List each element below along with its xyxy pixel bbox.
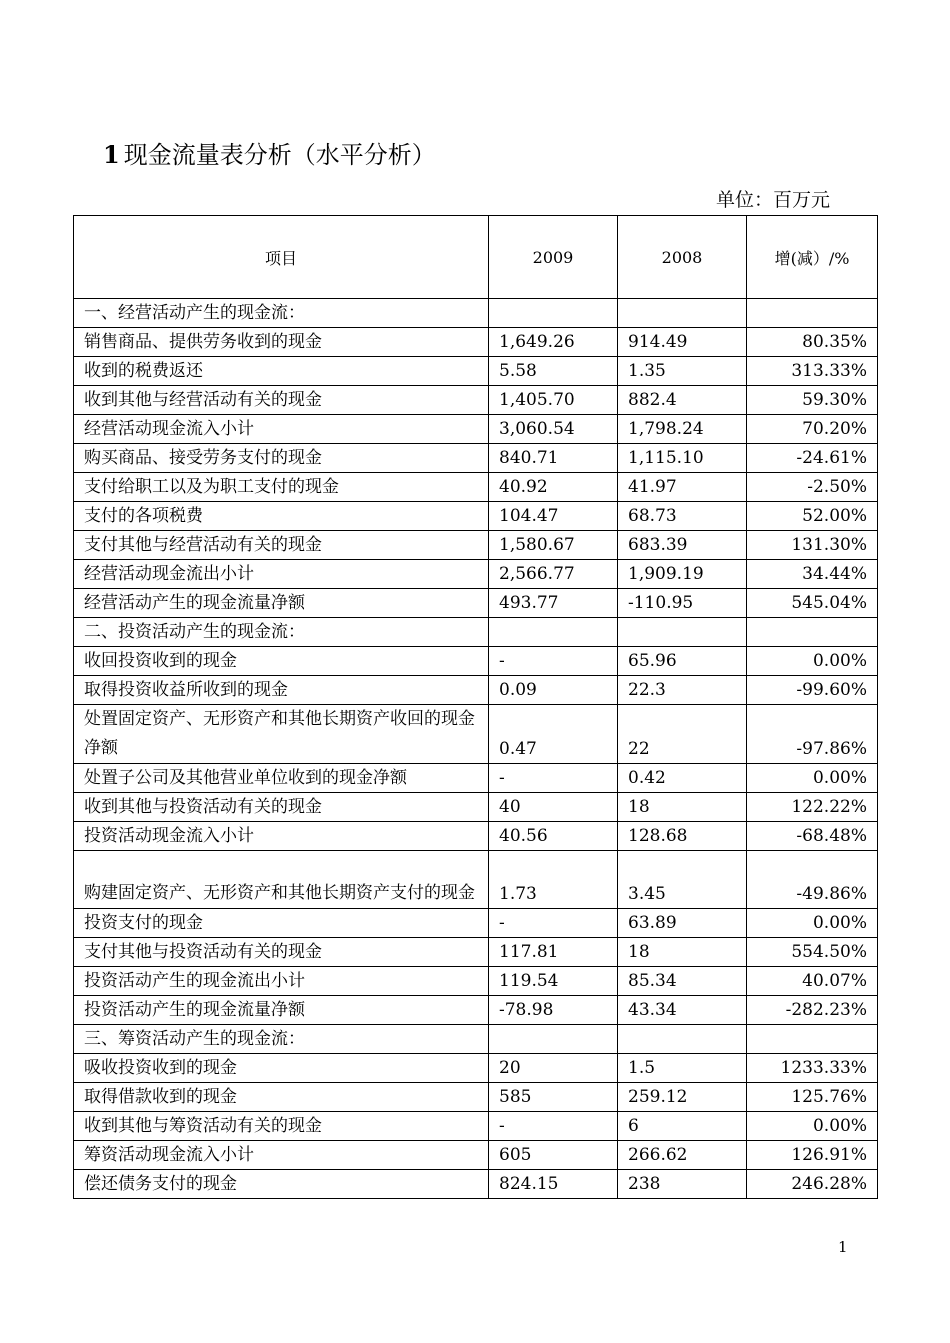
cell-item: 收回投资收到的现金	[74, 647, 489, 676]
cell-2009: 40	[489, 793, 618, 822]
table-row	[74, 676, 878, 705]
table-row	[74, 502, 878, 531]
cell-item: 处置固定资产、无形资产和其他长期资产收回的现金净额	[74, 705, 489, 764]
header-2009: 2009	[489, 216, 618, 299]
cell-2008: 1.35	[618, 357, 747, 386]
cell-2009: 840.71	[489, 444, 618, 473]
table-row	[74, 589, 878, 618]
cell-2008: 1,909.19	[618, 560, 747, 589]
cell-change: 0.00%	[747, 647, 878, 676]
cell-2008: 259.12	[618, 1083, 747, 1112]
table-row	[74, 386, 878, 415]
cell-2008: 22	[618, 705, 747, 764]
cell-2008: 18	[618, 938, 747, 967]
table-row	[74, 996, 878, 1025]
cell-2008: 18	[618, 793, 747, 822]
cell-2009: 5.58	[489, 357, 618, 386]
cell-2009: 2,566.77	[489, 560, 618, 589]
cell-change: 545.04%	[747, 589, 878, 618]
cell-2008: 3.45	[618, 851, 747, 909]
cell-item: 经营活动现金流入小计	[74, 415, 489, 444]
cell-2009: -	[489, 647, 618, 676]
cell-item: 支付给职工以及为职工支付的现金	[74, 473, 489, 502]
header-change: 增(减）/%	[747, 216, 878, 299]
table-row	[74, 938, 878, 967]
cell-change: 0.00%	[747, 1112, 878, 1141]
cell-2009: -	[489, 764, 618, 793]
cell-change	[747, 618, 878, 647]
cell-2009: 40.92	[489, 473, 618, 502]
cell-2008: 128.68	[618, 822, 747, 851]
cell-item: 筹资活动现金流入小计	[74, 1141, 489, 1170]
cell-2009: 40.56	[489, 822, 618, 851]
cell-change	[747, 299, 878, 328]
cell-2008: 22.3	[618, 676, 747, 705]
table-row	[74, 473, 878, 502]
cell-2008: 68.73	[618, 502, 747, 531]
cell-item: 二、投资活动产生的现金流：	[74, 618, 489, 647]
table-row	[74, 1083, 878, 1112]
cell-2008: 85.34	[618, 967, 747, 996]
cell-2009: 0.09	[489, 676, 618, 705]
cell-item: 投资支付的现金	[74, 909, 489, 938]
cell-change: 52.00%	[747, 502, 878, 531]
title-text: 现金流量表分析（水平分析）	[123, 141, 436, 169]
cell-item: 取得投资收益所收到的现金	[74, 676, 489, 705]
cell-item: 吸收投资收到的现金	[74, 1054, 489, 1083]
cell-2008: 1,115.10	[618, 444, 747, 473]
cell-2009: 1.73	[489, 851, 618, 909]
cell-change: 0.00%	[747, 764, 878, 793]
table-row	[74, 531, 878, 560]
cell-2009: -78.98	[489, 996, 618, 1025]
cell-item: 支付其他与投资活动有关的现金	[74, 938, 489, 967]
cell-2009: 117.81	[489, 938, 618, 967]
cell-2008	[618, 1025, 747, 1054]
cell-2009: 20	[489, 1054, 618, 1083]
cell-change: 313.33%	[747, 357, 878, 386]
cell-item: 取得借款收到的现金	[74, 1083, 489, 1112]
table-row	[74, 793, 878, 822]
cell-change: 1233.33%	[747, 1054, 878, 1083]
cell-2009: 3,060.54	[489, 415, 618, 444]
cell-item: 收到其他与经营活动有关的现金	[74, 386, 489, 415]
cell-change: -49.86%	[747, 851, 878, 909]
cell-2009	[489, 1025, 618, 1054]
table-row	[74, 1112, 878, 1141]
cell-item: 处置子公司及其他营业单位收到的现金净额	[74, 764, 489, 793]
cell-2009: -	[489, 1112, 618, 1141]
page-number: 1	[838, 1238, 848, 1256]
table-row	[74, 357, 878, 386]
cell-change: 246.28%	[747, 1170, 878, 1199]
header-item: 项目	[74, 216, 489, 299]
cell-2009: 0.47	[489, 705, 618, 764]
cell-change: 80.35%	[747, 328, 878, 357]
table-row	[74, 444, 878, 473]
table-row	[74, 851, 878, 909]
cell-2008: 1,798.24	[618, 415, 747, 444]
cell-item: 支付的各项税费	[74, 502, 489, 531]
cell-2009: 585	[489, 1083, 618, 1112]
cash-flow-table	[73, 215, 878, 1199]
cell-2009: 493.77	[489, 589, 618, 618]
cell-2009: -	[489, 909, 618, 938]
cell-change: 131.30%	[747, 531, 878, 560]
cell-2008: 6	[618, 1112, 747, 1141]
cell-change: 70.20%	[747, 415, 878, 444]
cell-change	[747, 1025, 878, 1054]
cell-2009: 1,649.26	[489, 328, 618, 357]
unit-label: 单位：百万元	[716, 189, 831, 211]
cell-2009: 119.54	[489, 967, 618, 996]
page-title	[103, 137, 436, 173]
cell-2009	[489, 618, 618, 647]
cell-2008: 683.39	[618, 531, 747, 560]
cell-item: 三、筹资活动产生的现金流：	[74, 1025, 489, 1054]
cell-change: -282.23%	[747, 996, 878, 1025]
table-row	[74, 705, 878, 764]
cell-item: 一、经营活动产生的现金流：	[74, 299, 489, 328]
cell-item: 经营活动产生的现金流量净额	[74, 589, 489, 618]
cell-item: 收到的税费返还	[74, 357, 489, 386]
cell-change: 0.00%	[747, 909, 878, 938]
header-2008: 2008	[618, 216, 747, 299]
cell-item: 购建固定资产、无形资产和其他长期资产支付的现金	[74, 851, 489, 909]
table-row	[74, 1141, 878, 1170]
table-row	[74, 822, 878, 851]
cell-2008: -110.95	[618, 589, 747, 618]
table-row	[74, 1025, 878, 1054]
cell-2009: 1,405.70	[489, 386, 618, 415]
cell-item: 经营活动现金流出小计	[74, 560, 489, 589]
table-row	[74, 967, 878, 996]
cell-2009: 605	[489, 1141, 618, 1170]
cell-2008: 0.42	[618, 764, 747, 793]
cell-change: 126.91%	[747, 1141, 878, 1170]
cell-item: 偿还债务支付的现金	[74, 1170, 489, 1199]
cell-2008: 41.97	[618, 473, 747, 502]
table-row	[74, 560, 878, 589]
cell-change: 59.30%	[747, 386, 878, 415]
cell-2008: 266.62	[618, 1141, 747, 1170]
cell-2008	[618, 299, 747, 328]
table-row	[74, 1054, 878, 1083]
table-row	[74, 299, 878, 328]
cell-change: -99.60%	[747, 676, 878, 705]
cell-2009: 104.47	[489, 502, 618, 531]
cell-2008: 63.89	[618, 909, 747, 938]
table-row	[74, 328, 878, 357]
cell-change: 125.76%	[747, 1083, 878, 1112]
cell-2008: 1.5	[618, 1054, 747, 1083]
cell-change: -24.61%	[747, 444, 878, 473]
cell-item: 销售商品、提供劳务收到的现金	[74, 328, 489, 357]
cell-change: -2.50%	[747, 473, 878, 502]
table-row	[74, 618, 878, 647]
table-row	[74, 909, 878, 938]
cell-2008: 238	[618, 1170, 747, 1199]
cell-change: -97.86%	[747, 705, 878, 764]
title-number: 1	[103, 140, 120, 169]
cell-2008: 43.34	[618, 996, 747, 1025]
cell-2009	[489, 299, 618, 328]
cell-2008: 65.96	[618, 647, 747, 676]
table-row	[74, 1170, 878, 1199]
cell-change: 40.07%	[747, 967, 878, 996]
table-header-row	[74, 216, 878, 299]
cell-item: 投资活动现金流入小计	[74, 822, 489, 851]
cell-item: 购买商品、接受劳务支付的现金	[74, 444, 489, 473]
cell-change: 554.50%	[747, 938, 878, 967]
table-body	[74, 299, 878, 1199]
table-row	[74, 764, 878, 793]
cell-item: 投资活动产生的现金流量净额	[74, 996, 489, 1025]
cell-item: 收到其他与投资活动有关的现金	[74, 793, 489, 822]
cell-2008	[618, 618, 747, 647]
cell-2009: 824.15	[489, 1170, 618, 1199]
cell-item: 收到其他与筹资活动有关的现金	[74, 1112, 489, 1141]
cell-2008: 882.4	[618, 386, 747, 415]
cell-2009: 1,580.67	[489, 531, 618, 560]
cell-2008: 914.49	[618, 328, 747, 357]
cell-item: 支付其他与经营活动有关的现金	[74, 531, 489, 560]
cell-item: 投资活动产生的现金流出小计	[74, 967, 489, 996]
cell-change: 122.22%	[747, 793, 878, 822]
cell-change: -68.48%	[747, 822, 878, 851]
table-row	[74, 647, 878, 676]
cell-change: 34.44%	[747, 560, 878, 589]
table-row	[74, 415, 878, 444]
